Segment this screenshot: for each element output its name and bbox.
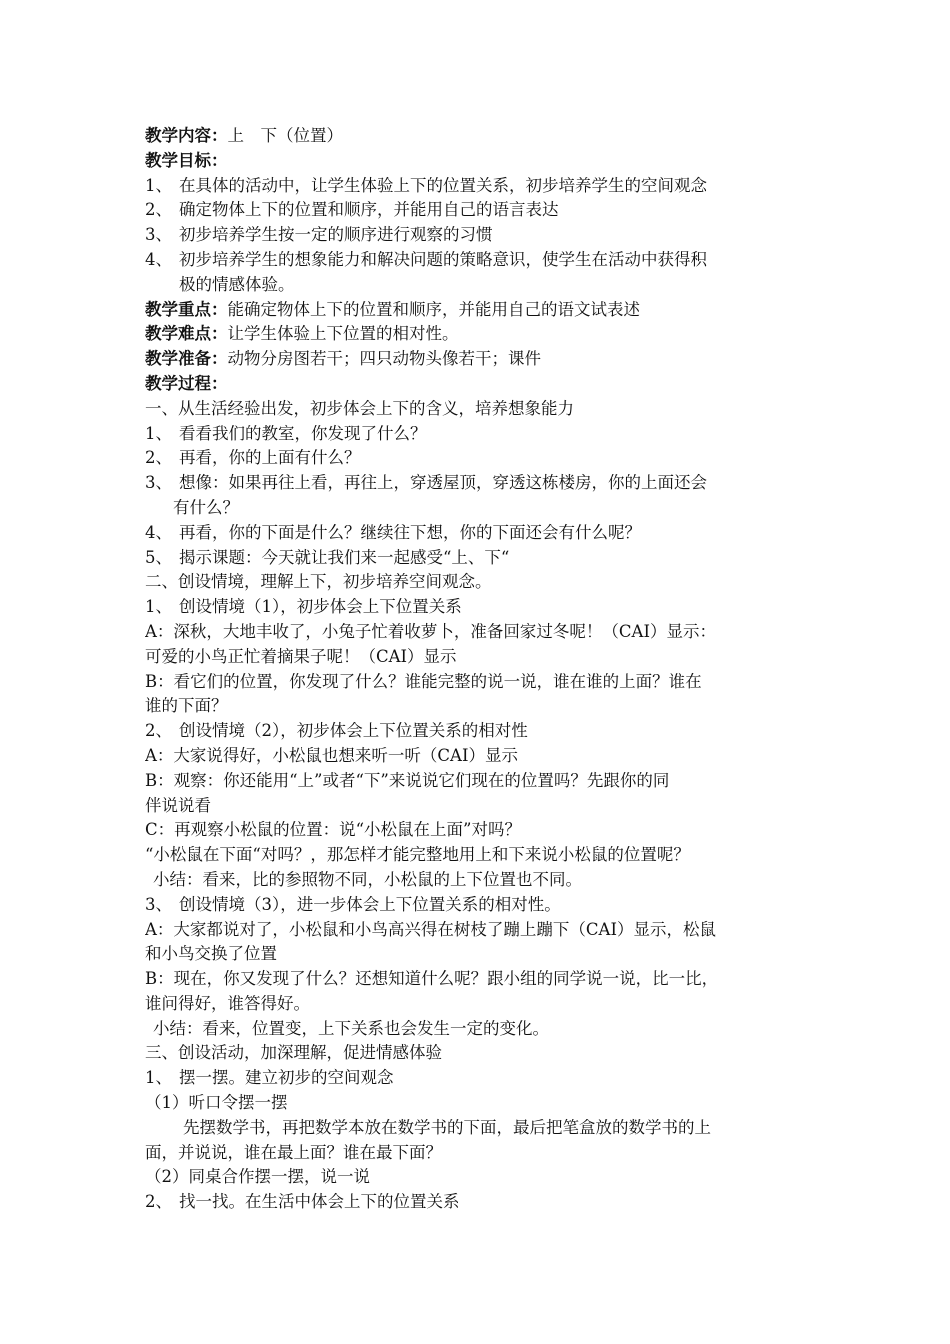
paragraph-line: C：再观察小松鼠的位置：说“小松鼠在上面”对吗？ [145, 820, 521, 840]
item-number: 3、 [145, 473, 172, 493]
item-text: 摆一摆。建立初步的空间观念 [179, 1068, 394, 1088]
list-item [145, 546, 825, 571]
prep-line [145, 347, 825, 372]
goal-item [145, 198, 825, 223]
list-item [145, 471, 825, 496]
process-heading: 教学过程： [145, 373, 228, 393]
key-point-line [145, 298, 825, 323]
item-text: 看看我们的教室，你发现了什么？ [179, 423, 427, 443]
list-item [145, 1066, 825, 1091]
document-page [145, 124, 825, 1215]
prep-label: 教学准备： [145, 349, 228, 369]
item-text: 创设情境（1），初步体会上下位置关系 [179, 597, 462, 617]
item-text: 想像：如果再往上看，再往上，穿透屋顶，穿透这栋楼房，你的上面还会 [179, 473, 707, 493]
list-item [145, 1190, 825, 1215]
item-number: 2、 [145, 448, 172, 468]
item-text: 再看，你的上面有什么？ [179, 448, 361, 468]
goal-number: 3、 [145, 225, 172, 245]
paragraph-line: A：大家说得好，小松鼠也想来听一听（CAI）显示 [145, 745, 518, 765]
prep-text: 动物分房图若干；四只动物头像若干；课件 [227, 349, 541, 369]
paragraph-line: A：大家都说对了，小松鼠和小鸟高兴得在树枝了蹦上蹦下（CAI）显示，松鼠 [145, 919, 716, 939]
item-text: 创设情境（3），进一步体会上下位置关系的相对性。 [179, 894, 561, 914]
section-3-title: 三、创设活动，加深理解，促进情感体验 [145, 1043, 442, 1063]
item-number: 3、 [145, 894, 172, 914]
difficulty-text: 让学生体验上下位置的相对性。 [227, 324, 459, 344]
goal-number: 1、 [145, 175, 172, 195]
paragraph-line: B：看它们的位置，你发现了什么？谁能完整的说一说，谁在谁的上面？谁在 [145, 671, 702, 691]
list-item [145, 719, 825, 744]
item-text: 找一找。在生活中体会上下的位置关系 [179, 1192, 460, 1212]
goal-text: 在具体的活动中，让学生体验上下的位置关系，初步培养学生的空间观念 [179, 175, 707, 195]
goal-item [145, 248, 825, 273]
difficulty-line [145, 322, 825, 347]
content-line [145, 124, 825, 149]
key-point-label: 教学重点： [145, 299, 228, 319]
paragraph-line: 和小鸟交换了位置 [145, 944, 277, 964]
goal-text-continued: 极的情感体验。 [179, 274, 295, 294]
list-item [145, 521, 825, 546]
item-number: 2、 [145, 721, 172, 741]
item-number: 1、 [145, 597, 172, 617]
item-text: 创设情境（2），初步体会上下位置关系的相对性 [179, 721, 528, 741]
paragraph-line: “小松鼠在下面“对吗？，那怎样才能完整地用上和下来说小松鼠的位置呢？ [145, 845, 690, 865]
goal-text: 确定物体上下的位置和顺序，并能用自己的语言表达 [179, 200, 559, 220]
goal-number: 2、 [145, 200, 172, 220]
sub-item: （2）同桌合作摆一摆，说一说 [145, 1167, 370, 1187]
item-number: 1、 [145, 423, 172, 443]
paragraph-line: 先摆数学书，再把数学本放在数学书的下面，最后把笔盒放的数学书的上 [183, 1117, 711, 1137]
goal-text: 初步培养学生按一定的顺序进行观察的习惯 [179, 225, 493, 245]
item-number: 1、 [145, 1068, 172, 1088]
difficulty-label: 教学难点： [145, 324, 228, 344]
paragraph-line: 可爱的小鸟正忙着摘果子呢！（CAI）显示 [145, 646, 457, 666]
content-label: 教学内容： [145, 126, 228, 145]
paragraph-line: B：现在，你又发现了什么？还想知道什么呢？跟小组的同学说一说，比一比， [145, 969, 719, 989]
item-text: 揭示课题：今天就让我们来一起感受“上、下“ [179, 547, 510, 567]
paragraph-line: 谁的下面？ [145, 696, 228, 716]
summary-line: 小结：看来，比的参照物不同，小松鼠的上下位置也不同。 [153, 869, 582, 889]
list-item [145, 446, 825, 471]
goal-text: 初步培养学生的想象能力和解决问题的策略意识，使学生在活动中获得积 [179, 249, 707, 269]
paragraph-line: 谁问得好，谁答得好。 [145, 993, 310, 1013]
paragraph-line: A：深秋，大地丰收了，小兔子忙着收萝卜，准备回家过冬呢！（CAI）显示： [145, 621, 716, 641]
summary-line: 小结：看来，位置变，上下关系也会发生一定的变化。 [153, 1018, 549, 1038]
paragraph-line: B：观察：你还能用“上”或者“下”来说说它们现在的位置吗？先跟你的同 [145, 770, 670, 790]
section-1-title: 一、从生活经验出发，初步体会上下的含义，培养想象能力 [145, 398, 574, 418]
item-text-continued: 有什么？ [173, 497, 239, 517]
item-number: 2、 [145, 1192, 172, 1212]
section-2-title: 二、创设情境，理解上下，初步培养空间观念。 [145, 572, 492, 592]
list-item [145, 422, 825, 447]
item-number: 5、 [145, 547, 172, 567]
list-item [145, 595, 825, 620]
content-value: 上 下（位置） [227, 126, 343, 145]
goals-heading: 教学目标： [145, 150, 228, 170]
item-text: 再看，你的下面是什么？继续往下想，你的下面还会有什么呢？ [179, 522, 641, 542]
sub-item: （1）听口令摆一摆 [145, 1093, 288, 1113]
paragraph-line: 面，并说说，谁在最上面？谁在最下面？ [145, 1142, 442, 1162]
paragraph-line: 伴说说看 [145, 795, 211, 815]
item-number: 4、 [145, 522, 172, 542]
goal-item [145, 174, 825, 199]
goal-number: 4、 [145, 249, 172, 269]
key-point-text: 能确定物体上下的位置和顺序，并能用自己的语文试表述 [227, 299, 640, 319]
goal-item [145, 223, 825, 248]
list-item [145, 893, 825, 918]
